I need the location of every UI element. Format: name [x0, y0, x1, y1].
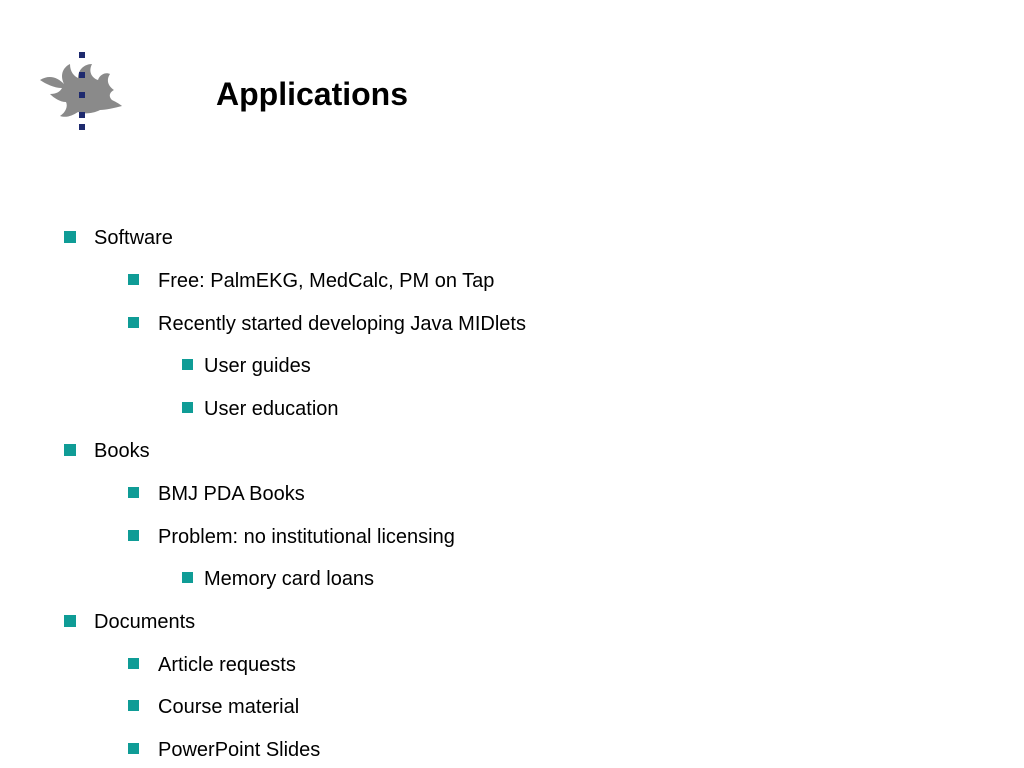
- list-item-text: PowerPoint Slides: [158, 739, 321, 761]
- list-item: [182, 354, 311, 378]
- list-item-text: User education: [204, 398, 339, 420]
- bullet-square-icon: [128, 700, 139, 711]
- bullet-square-icon: [182, 402, 193, 413]
- list-item-text: BMJ PDA Books: [158, 483, 305, 505]
- list-item: [182, 397, 339, 421]
- list-item: [128, 269, 494, 293]
- list-item-text: Software: [94, 227, 173, 249]
- bullet-square-icon: [128, 317, 139, 328]
- list-item-text: Article requests: [158, 654, 296, 676]
- bullet-square-icon: [64, 231, 76, 243]
- bullet-square-icon: [128, 274, 139, 285]
- bullet-square-icon: [128, 658, 139, 669]
- list-item: [128, 312, 526, 336]
- list-item: [128, 482, 305, 506]
- list-item-text: User guides: [204, 355, 311, 377]
- list-item: [64, 610, 195, 634]
- bullet-square-icon: [182, 359, 193, 370]
- list-item: [182, 567, 374, 591]
- bullet-square-icon: [128, 743, 139, 754]
- bullet-square-icon: [64, 615, 76, 627]
- list-item: [128, 738, 320, 762]
- bullet-square-icon: [182, 572, 193, 583]
- list-item-text: Course material: [158, 696, 300, 718]
- list-item-text: Books: [94, 440, 150, 462]
- list-item: [64, 439, 150, 463]
- list-item: [128, 525, 455, 549]
- list-item: [64, 226, 173, 250]
- list-item-text: Documents: [94, 611, 196, 633]
- bullet-square-icon: [128, 530, 139, 541]
- list-item-text: Problem: no institutional licensing: [158, 526, 455, 548]
- list-item-text: Free: PalmEKG, MedCalc, PM on Tap: [158, 270, 495, 292]
- slide-title: Applications: [216, 76, 409, 112]
- bullet-square-icon: [64, 444, 76, 456]
- list-item-text: Memory card loans: [204, 568, 375, 590]
- list-item: [128, 653, 296, 677]
- list-item: [128, 695, 299, 719]
- bullet-square-icon: [128, 487, 139, 498]
- list-item-text: Recently started developing Java MIDlets: [158, 313, 526, 335]
